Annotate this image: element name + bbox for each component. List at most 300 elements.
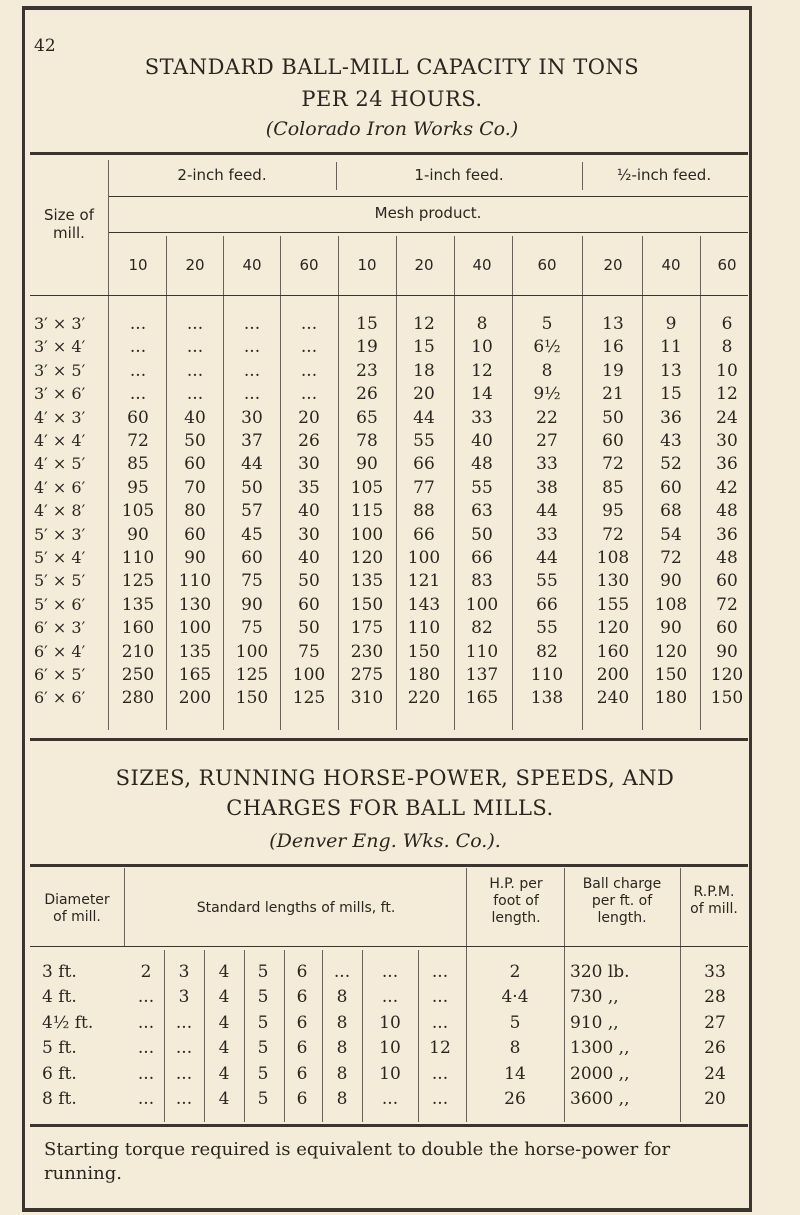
table2-source: (Denver Eng. Wks. Co.). [269,830,501,852]
capacity-cell: 8 [541,360,553,381]
capacity-cell: 77 [413,477,435,498]
ball-charge-cell: 2000 ,, [570,1063,630,1084]
hp-cell: 8 [509,1038,521,1059]
length-cell: 6 [296,962,308,982]
capacity-cell: 9½ [533,384,561,405]
capacity-cell: 14 [471,384,493,405]
length-cell: ... [431,1063,449,1084]
capacity-cell: 60 [716,571,738,592]
capacity-cell: 78 [356,431,378,451]
capacity-cell: 54 [660,524,682,545]
capacity-cell: 90 [241,594,263,615]
capacity-cell: 57 [241,501,263,522]
capacity-cell: 22 [536,407,558,428]
capacity-cell: ... [186,384,204,405]
length-cell: 6 [296,1089,308,1109]
capacity-cell: 210 [121,641,155,662]
capacity-cell: 40 [471,431,493,451]
capacity-cell: 180 [654,688,688,709]
capacity-cell: 165 [465,688,499,709]
capacity-cell: 82 [536,641,558,662]
length-cell: 8 [336,1038,348,1059]
capacity-cell: 120 [596,618,630,639]
mill-size-label: 4′ × 3′ [34,407,86,427]
capacity-cell: ... [129,384,147,405]
capacity-cell: 38 [536,477,558,498]
feed-group-2inch: 2-inch feed. [177,166,267,184]
table2-top-rule [30,864,748,867]
capacity-cell: 63 [471,501,493,522]
length-cell: 6 [296,987,308,1008]
hp-cell: 4·4 [501,987,529,1008]
capacity-cell: 66 [471,548,493,568]
hp-cell: 26 [504,1089,526,1109]
table2-title-line2: CHARGES FOR BALL MILLS. [226,796,554,820]
capacity-cell: 150 [407,641,441,662]
capacity-cell: 60 [184,524,206,545]
capacity-cell: 12 [413,314,435,334]
capacity-cell: 55 [471,477,493,498]
footnote: Starting torque required is equivalent to double the horse-power for running. [44,1139,671,1184]
capacity-cell: 200 [178,688,212,709]
length-cell: 6 [296,1012,308,1033]
capacity-cell: 48 [471,454,493,475]
ball-charge-cell: 910 ,, [570,1012,619,1033]
capacity-cell: 220 [407,688,441,709]
feed-group-1inch: 1-inch feed. [414,166,504,184]
capacity-cell: 20 [413,384,435,405]
capacity-cell: 23 [356,360,378,381]
mill-size-label: 5′ × 3′ [34,524,86,544]
rpm-cell: 28 [704,987,726,1008]
length-cell: 10 [379,1063,401,1084]
length-cell: 8 [336,987,348,1008]
length-cell: ... [431,987,449,1008]
capacity-cell: 90 [127,524,149,545]
mill-size-label: 6′ × 6′ [34,688,86,708]
capacity-cell: ... [300,360,318,381]
mesh-col-header: 40 [661,256,681,274]
table1-source: (Colorado Iron Works Co.) [265,118,519,140]
capacity-cell: 83 [471,571,493,592]
mill-size-label: 4′ × 6′ [34,477,86,497]
capacity-cell: 125 [121,571,155,592]
col-divider [418,950,419,1122]
table1-top-rule [30,152,748,155]
capacity-cell: 30 [716,431,738,451]
mesh-col-header: 60 [299,256,319,274]
capacity-cell: 72 [602,524,624,545]
capacity-cell: ... [300,314,318,334]
capacity-cell: 37 [241,431,263,451]
length-cell: 5 [257,1012,269,1033]
mill-size-label: 3′ × 5′ [34,360,86,380]
diameter-cell: 8 ft. [42,1089,77,1109]
capacity-cell: 33 [471,407,493,428]
table1-title-line1: STANDARD BALL-MILL CAPACITY IN TONS [144,55,640,79]
length-cell: 5 [257,1038,269,1059]
capacity-cell: 108 [596,548,630,568]
capacity-cell: 60 [602,431,624,451]
capacity-cell: 12 [471,360,493,381]
capacity-cell: ... [300,337,318,358]
capacity-cell: 50 [602,407,624,428]
ball-charge-cell: 1300 ,, [570,1038,630,1059]
col-divider [108,160,109,730]
capacity-cell: 72 [660,548,682,568]
header-rule [108,232,748,233]
capacity-cell: 24 [716,407,738,428]
length-cell: ... [137,1038,155,1059]
capacity-cell: 10 [716,360,738,381]
capacity-cell: 20 [298,407,320,428]
capacity-cell: 15 [356,314,378,334]
capacity-cell: 130 [596,571,630,592]
capacity-cell: 48 [716,548,738,568]
length-cell: 10 [379,1012,401,1033]
capacity-cell: 72 [127,431,149,451]
length-cell: ... [431,1089,449,1109]
capacity-cell: 50 [241,477,263,498]
length-cell: 4 [218,1063,230,1084]
length-cell: ... [381,987,399,1008]
capacity-cell: 43 [660,431,682,451]
capacity-cell: 66 [413,454,435,475]
capacity-cell: 95 [602,501,624,522]
capacity-cell: 85 [602,477,624,498]
capacity-cell: 66 [413,524,435,545]
capacity-cell: 150 [350,594,384,615]
mesh-col-header: 10 [128,256,148,274]
capacity-cell: 120 [350,548,384,568]
capacity-cell: 125 [292,688,326,709]
mill-size-label: 3′ × 3′ [34,314,86,333]
mill-size-label: 6′ × 4′ [34,641,86,661]
capacity-cell: 138 [530,688,564,709]
mill-size-label: 6′ × 5′ [34,665,86,684]
capacity-cell: 18 [413,360,435,381]
capacity-cell: 55 [536,571,558,592]
lengths-header: Standard lengths of mills, ft. [196,900,396,916]
length-cell: 4 [218,1038,230,1059]
capacity-cell: 50 [298,618,320,639]
ball-charge-cell: 320 lb. [570,962,630,982]
hp-header: H.P. per foot of length. [489,876,543,926]
mesh-col-header: 60 [537,256,557,274]
capacity-cell: 100 [292,665,326,685]
hp-cell: 5 [509,1012,521,1033]
mesh-col-header: 20 [185,256,205,274]
rpm-cell: 33 [704,962,726,982]
capacity-cell: 6½ [533,337,561,358]
capacity-cell: 5 [541,314,553,334]
mesh-col-header: 40 [472,256,492,274]
diameter-cell: 6 ft. [42,1063,77,1084]
capacity-cell: 110 [178,571,212,592]
capacity-cell: 150 [654,665,688,685]
length-cell: 5 [257,987,269,1008]
page-number: 42 [34,36,56,56]
capacity-cell: 9 [665,314,677,334]
mill-size-label: 6′ × 3′ [34,618,86,638]
capacity-cell: 33 [536,524,558,545]
col-divider [680,868,681,1122]
mesh-col-header: 10 [357,256,377,274]
capacity-cell: 12 [716,384,738,405]
capacity-cell: 110 [530,665,564,685]
capacity-cell: 60 [660,477,682,498]
feed-divider [582,162,583,190]
capacity-cell: ... [129,360,147,381]
capacity-cell: 44 [241,454,263,475]
capacity-cell: 40 [184,407,206,428]
capacity-cell: 44 [536,548,558,568]
col-divider [466,868,467,1122]
hp-cell: 2 [509,962,521,982]
capacity-cell: 15 [413,337,435,358]
capacity-cell: 310 [350,688,384,709]
capacity-cell: 48 [716,501,738,522]
diameter-cell: 4 ft. [42,987,77,1008]
capacity-cell: 121 [407,571,441,592]
mesh-col-header: 60 [717,256,737,274]
length-cell: 6 [296,1038,308,1059]
rpm-cell: 26 [704,1038,726,1059]
capacity-cell: 13 [602,314,624,334]
rpm-cell: 27 [704,1012,726,1033]
header-rule [108,196,748,197]
capacity-cell: 72 [602,454,624,475]
capacity-cell: 165 [178,665,212,685]
mill-size-label: 5′ × 5′ [34,571,86,591]
capacity-cell: 250 [121,665,155,685]
capacity-cell: 280 [121,688,155,709]
length-cell: 8 [336,1089,348,1109]
length-cell: 4 [218,1089,230,1109]
capacity-cell: 36 [716,524,738,545]
capacity-cell: ... [300,384,318,405]
capacity-cell: 130 [178,594,212,615]
capacity-cell: 100 [465,594,499,615]
mesh-col-header: 40 [242,256,262,274]
length-cell: ... [137,1012,155,1033]
length-cell: 4 [218,987,230,1008]
capacity-cell: 90 [184,548,206,568]
capacity-cell: 150 [710,688,744,709]
rpm-cell: 20 [704,1089,726,1109]
capacity-cell: 90 [660,571,682,592]
capacity-cell: 105 [350,477,384,498]
capacity-cell: 19 [602,360,624,381]
capacity-cell: 13 [660,360,682,381]
capacity-cell: 230 [350,641,384,662]
header-rule [30,295,748,296]
table2-title-line1: SIZES, RUNNING HORSE-POWER, SPEEDS, AND [115,766,675,790]
ball-charge-cell: 3600 ,, [570,1089,630,1109]
length-cell: 3 [178,987,190,1008]
capacity-cell: 137 [465,665,499,685]
capacity-cell: 8 [721,337,733,358]
length-cell: 10 [379,1038,401,1059]
capacity-cell: 65 [356,407,378,428]
length-cell: 8 [336,1063,348,1084]
length-cell: ... [175,1063,193,1084]
col-divider [512,236,513,730]
capacity-cell: 90 [660,618,682,639]
capacity-cell: ... [243,384,261,405]
capacity-cell: 10 [471,337,493,358]
capacity-cell: 44 [536,501,558,522]
capacity-cell: 160 [121,618,155,639]
capacity-cell: 120 [654,641,688,662]
length-cell: ... [137,987,155,1008]
mill-size-label: 3′ × 4′ [34,337,86,357]
capacity-cell: 80 [184,501,206,522]
length-cell: ... [333,962,351,982]
length-cell: ... [431,1012,449,1033]
table1-title-line2: PER 24 HOURS. [301,87,483,111]
capacity-cell: ... [186,360,204,381]
col-divider [362,950,363,1122]
capacity-cell: 60 [127,407,149,428]
mill-size-label: 5′ × 4′ [34,548,86,567]
capacity-cell: 50 [298,571,320,592]
capacity-cell: 95 [127,477,149,498]
capacity-cell: 110 [407,618,441,639]
capacity-cell: 72 [716,594,738,615]
mill-size-label: 5′ × 6′ [34,594,86,614]
mill-size-label: 4′ × 8′ [34,501,86,521]
capacity-cell: 90 [356,454,378,475]
size-header: Size of mill. [43,206,95,242]
capacity-cell: 52 [660,454,682,475]
capacity-cell: 40 [298,501,320,522]
capacity-cell: 155 [596,594,630,615]
capacity-cell: 180 [407,665,441,685]
capacity-cell: 275 [350,665,384,685]
capacity-cell: ... [243,337,261,358]
capacity-cell: 55 [536,618,558,639]
capacity-cell: 100 [407,548,441,568]
mesh-col-header: 20 [414,256,434,274]
rpm-header: R.P.M. of mill. [690,884,738,917]
length-cell: ... [381,1089,399,1109]
capacity-cell: 11 [660,337,682,358]
capacity-cell: 105 [121,501,155,522]
capacity-cell: 8 [476,314,488,334]
capacity-cell: 100 [235,641,269,662]
capacity-cell: 120 [710,665,744,685]
capacity-cell: 60 [184,454,206,475]
capacity-cell: 66 [536,594,558,615]
capacity-cell: 60 [298,594,320,615]
capacity-cell: 150 [235,688,269,709]
capacity-cell: 26 [356,384,378,405]
capacity-cell: 50 [471,524,493,545]
feed-divider [336,162,337,190]
capacity-cell: 30 [298,524,320,545]
length-cell: 4 [218,1012,230,1033]
capacity-cell: 45 [241,524,263,545]
mill-size-label: 4′ × 4′ [34,431,86,450]
capacity-cell: 110 [121,548,155,568]
diameter-cell: 4½ ft. [42,1012,94,1033]
capacity-cell: 36 [660,407,682,428]
capacity-cell: 26 [298,431,320,451]
length-cell: 5 [257,962,269,982]
capacity-cell: 36 [716,454,738,475]
length-cell: ... [137,1089,155,1109]
capacity-cell: ... [243,360,261,381]
hp-cell: 14 [504,1063,526,1084]
capacity-cell: 21 [602,384,624,405]
mesh-col-header: 20 [603,256,623,274]
ball-charge-cell: 730 ,, [570,987,619,1008]
length-cell: ... [381,962,399,982]
capacity-cell: 6 [721,314,733,334]
capacity-cell: 75 [241,571,263,592]
length-cell: ... [175,1038,193,1059]
ball-charge-header: Ball charge per ft. of length. [582,876,662,926]
capacity-cell: 115 [350,501,384,522]
capacity-cell: 100 [178,618,212,639]
col-divider [124,868,125,946]
capacity-cell: ... [186,337,204,358]
capacity-cell: 30 [241,407,263,428]
capacity-cell: 27 [536,431,558,451]
capacity-cell: 100 [350,524,384,545]
capacity-cell: 125 [235,665,269,685]
mill-size-label: 4′ × 5′ [34,454,86,474]
length-cell: ... [431,962,449,982]
capacity-cell: 55 [413,431,435,451]
header-rule [30,946,748,947]
capacity-cell: 85 [127,454,149,475]
mesh-header: Mesh product. [374,204,482,222]
diameter-cell: 5 ft. [42,1038,77,1059]
capacity-cell: ... [186,314,204,334]
capacity-cell: ... [129,337,147,358]
length-cell: 8 [336,1012,348,1033]
capacity-cell: 200 [596,665,630,685]
capacity-cell: ... [129,314,147,334]
capacity-cell: 35 [298,477,320,498]
rpm-cell: 24 [704,1063,726,1084]
mill-size-label: 3′ × 6′ [34,384,86,404]
capacity-cell: 110 [465,641,499,662]
capacity-cell: 135 [121,594,155,615]
capacity-cell: 30 [298,454,320,475]
capacity-cell: ... [243,314,261,334]
length-cell: 4 [218,962,230,982]
capacity-cell: 108 [654,594,688,615]
length-cell: 2 [140,962,152,982]
capacity-cell: 33 [536,454,558,475]
capacity-cell: 135 [350,571,384,592]
length-cell: ... [175,1012,193,1033]
capacity-cell: 40 [298,548,320,568]
col-divider [564,868,565,1122]
length-cell: 5 [257,1089,269,1109]
capacity-cell: 15 [660,384,682,405]
length-cell: 12 [429,1038,451,1059]
capacity-cell: 160 [596,641,630,662]
capacity-cell: 60 [716,618,738,639]
length-cell: 5 [257,1063,269,1084]
capacity-cell: 90 [716,641,738,662]
table1-bottom-rule [30,738,748,741]
feed-group-halfinch: ½-inch feed. [616,166,712,184]
